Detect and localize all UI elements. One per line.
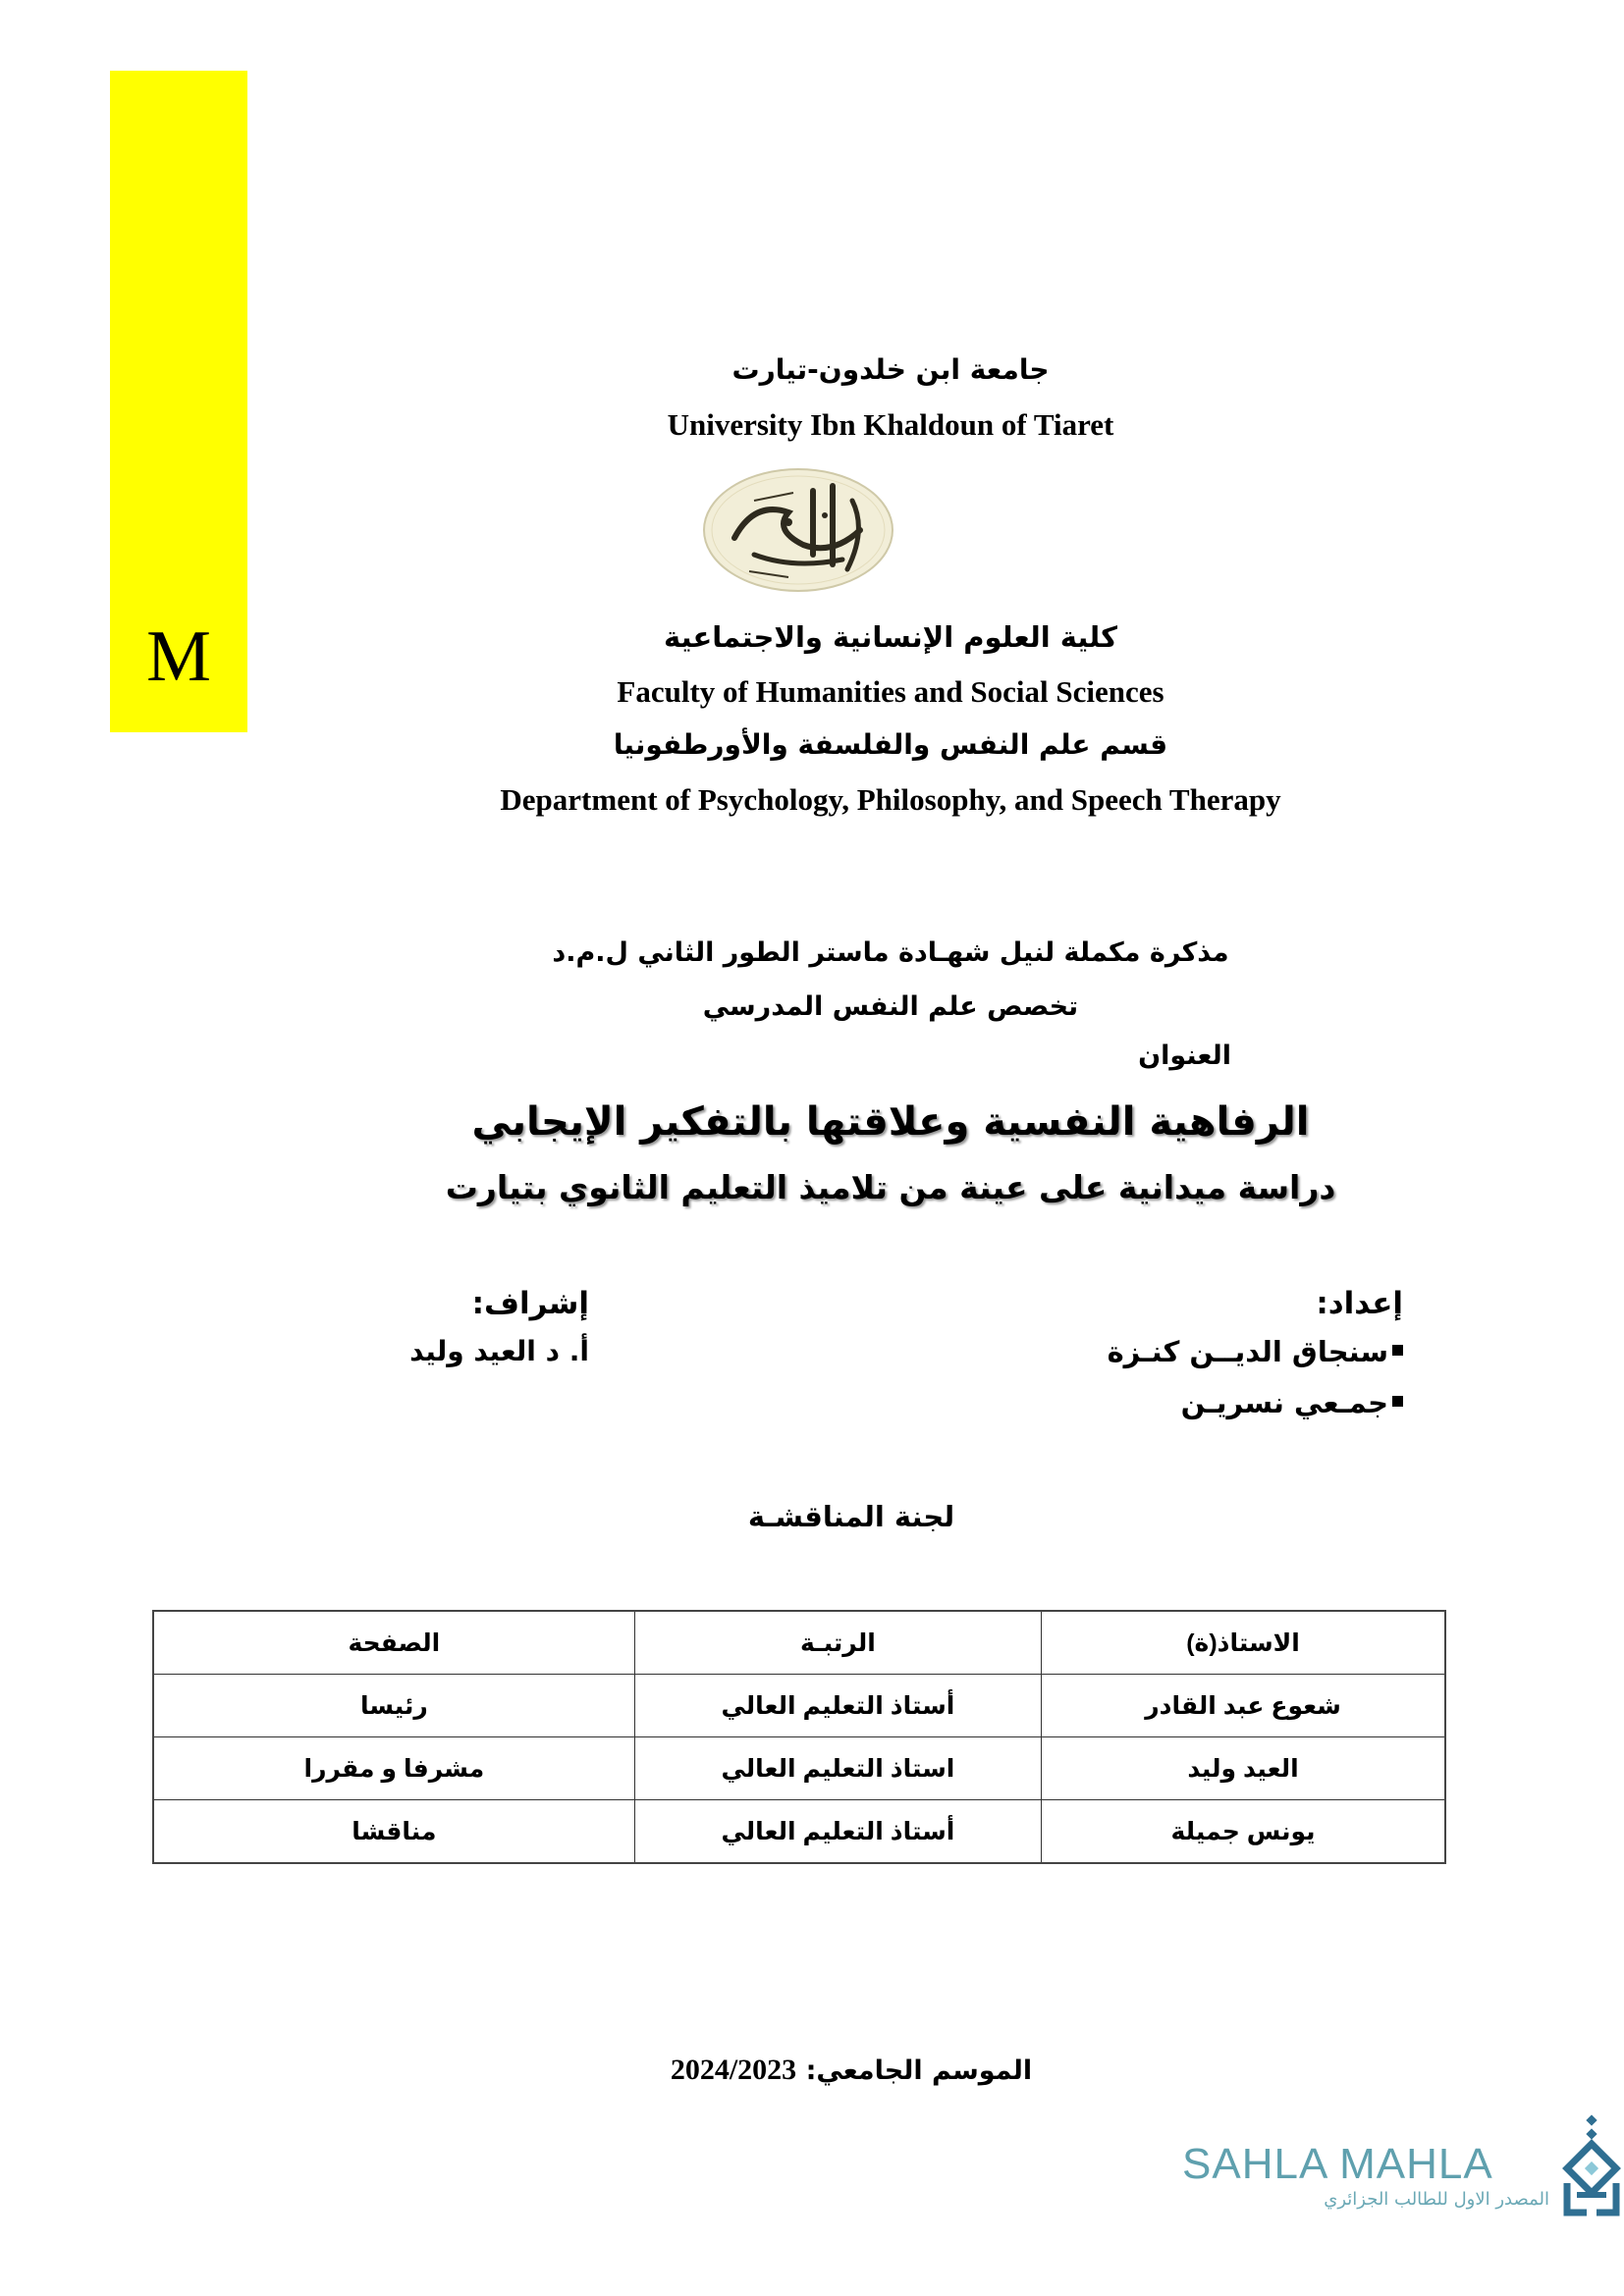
author-name: سنجاق الديــن كنـزة: [1107, 1335, 1388, 1368]
kufic-logo-icon: [1559, 2114, 1624, 2222]
faculty-name-en: Faculty of Humanities and Social Sciences: [617, 674, 1164, 709]
university-name-ar: جامعة ابن خلدون-تيارت: [731, 353, 1050, 386]
department-name-en: Department of Psychology, Philosophy, and Speech Therapy: [500, 782, 1281, 817]
department-name-ar: قسم علم النفس والفلسفة والأورطفونيا: [613, 728, 1168, 761]
member-name: العيد وليد: [1042, 1737, 1445, 1800]
academic-year-label: الموسم الجامعي:: [805, 2056, 1033, 2086]
header-rank: الرتبـة: [634, 1611, 1041, 1675]
header-role: الصفحة: [153, 1611, 634, 1675]
table-row: [153, 1675, 1445, 1737]
author-name: جمـعي نسريـن: [1180, 1386, 1388, 1419]
table-row: [153, 1737, 1445, 1800]
prepared-by-label: إعداد:: [1316, 1286, 1403, 1321]
thesis-title: الرفاهية النفسية وعلاقتها بالتفكير الإيجابي: [471, 1099, 1310, 1145]
faculty-name-ar: كلية العلوم الإنسانية والاجتماعية: [664, 620, 1117, 654]
header-name: الاستاذ(ة): [1042, 1611, 1445, 1675]
band-letter: M: [146, 616, 211, 697]
thesis-subtitle: دراسة ميدانية على عينة من تلاميذ التعليم الثانوي بتيارت: [445, 1168, 1336, 1206]
member-rank: أستاذ التعليم العالي: [634, 1800, 1041, 1864]
committee-title: لجنة المناقشـة: [747, 1500, 955, 1533]
member-rank: استاذ التعليم العالي: [634, 1737, 1041, 1800]
prepared-by-block: [1108, 1286, 1403, 1437]
watermark-tagline: المصدر الاول للطالب الجزائري: [1324, 2189, 1549, 2210]
member-name: يونس جميلة: [1042, 1800, 1445, 1864]
supervision-block: [388, 1286, 589, 1367]
member-role: رئيسا: [153, 1675, 634, 1737]
watermark-brand: SAHLA MAHLA: [1182, 2140, 1493, 2188]
square-bullet-icon: [1392, 1345, 1403, 1356]
member-role: مشرفا و مقررا: [153, 1737, 634, 1800]
committee-table: [152, 1610, 1446, 1864]
author-item: [1108, 1386, 1403, 1419]
table-header-row: [153, 1611, 1445, 1675]
table-row: [153, 1800, 1445, 1864]
member-role: مناقشا: [153, 1800, 634, 1864]
academic-year: [0, 2054, 1624, 2087]
member-rank: أستاذ التعليم العالي: [634, 1675, 1041, 1737]
university-logo-icon: [695, 461, 901, 599]
square-bullet-icon: [1392, 1396, 1403, 1407]
supervision-label: إشراف:: [471, 1286, 589, 1321]
thesis-specialty: تخصص علم النفس المدرسي: [702, 991, 1079, 1022]
member-name: شعوع عبد القادر: [1042, 1675, 1445, 1737]
thesis-memo: مذكرة مكملة لنيل شهـادة ماستر الطور الثاني ل.م.د: [552, 937, 1229, 968]
author-item: [1108, 1335, 1403, 1368]
sahla-mahla-watermark: [1178, 2110, 1624, 2228]
title-label: العنوان: [1138, 1041, 1231, 1071]
supervisor-name: أ. د العيد وليد: [409, 1335, 589, 1367]
university-name-en: University Ibn Khaldoun of Tiaret: [667, 407, 1114, 442]
academic-year-value: 2024/2023: [670, 2054, 797, 2086]
